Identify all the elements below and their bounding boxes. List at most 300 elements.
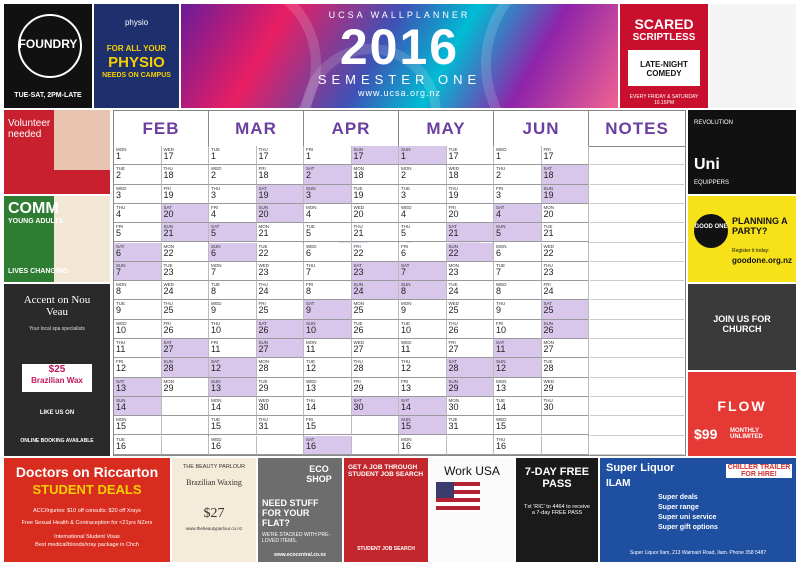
day-cell[interactable]	[162, 223, 210, 242]
day-cell[interactable]	[162, 378, 210, 397]
day-name: MON	[116, 282, 127, 288]
day-cell[interactable]	[257, 397, 305, 416]
day-number: 22	[448, 247, 459, 258]
accent-like: LIKE US ON	[39, 410, 75, 416]
day-cell[interactable]	[447, 397, 495, 416]
day-name: TUE	[401, 185, 410, 191]
day-cell[interactable]	[209, 146, 257, 165]
ad-flow[interactable]	[688, 372, 796, 456]
month-column-apr	[304, 111, 399, 455]
day-number: 28	[353, 363, 364, 374]
day-cell[interactable]	[304, 378, 352, 397]
day-cell[interactable]	[114, 378, 162, 397]
day-name: TUE	[496, 397, 505, 403]
day-cell[interactable]	[352, 339, 400, 358]
day-cell[interactable]	[257, 204, 305, 223]
day-cell[interactable]	[447, 436, 495, 455]
day-cell[interactable]	[304, 358, 352, 377]
day-number: 30	[448, 401, 459, 412]
day-cell[interactable]	[399, 320, 447, 339]
ad-volunteer[interactable]	[4, 110, 110, 194]
day-cell[interactable]	[162, 339, 210, 358]
day-cell[interactable]	[304, 281, 352, 300]
day-name: FRI	[306, 417, 314, 423]
day-cell[interactable]	[304, 397, 352, 416]
day-cell[interactable]	[447, 146, 495, 165]
day-cell[interactable]	[542, 281, 590, 300]
day-number: 11	[116, 344, 126, 354]
day-cell[interactable]	[352, 300, 400, 319]
day-name: FRI	[211, 340, 219, 345]
day-cell[interactable]	[304, 300, 352, 319]
day-number: 13	[306, 382, 317, 393]
day-cell[interactable]	[162, 281, 210, 300]
day-cell[interactable]	[447, 378, 495, 397]
day-cell[interactable]	[209, 378, 257, 397]
day-cell[interactable]	[162, 397, 210, 416]
notes-line	[590, 396, 684, 397]
day-name: THU	[258, 282, 268, 288]
day-cell[interactable]	[304, 223, 352, 242]
month-column-jun	[494, 111, 589, 455]
ad-scared-info-panel	[710, 4, 796, 108]
day-number: 6	[211, 247, 217, 258]
day-cell[interactable]	[399, 262, 447, 281]
superliquor-banner: CHILLER TRAILER FOR HIRE!	[727, 464, 791, 478]
day-cell[interactable]	[352, 185, 400, 204]
day-cell[interactable]	[162, 320, 210, 339]
day-cell[interactable]	[209, 204, 257, 223]
day-number: 17	[163, 151, 174, 161]
ad-physio[interactable]	[94, 4, 179, 108]
day-cell[interactable]	[209, 416, 257, 435]
day-cell[interactable]	[257, 223, 305, 242]
day-name: WED	[401, 340, 412, 345]
day-cell[interactable]	[209, 185, 257, 204]
day-cell[interactable]	[352, 320, 400, 339]
day-cell[interactable]	[209, 300, 257, 319]
day-number: 15	[211, 421, 222, 432]
day-number: 15	[496, 421, 507, 432]
day-cell[interactable]	[494, 416, 542, 435]
day-cell[interactable]	[209, 262, 257, 281]
day-cell[interactable]	[114, 320, 162, 339]
ad-doctors-riccarton[interactable]	[4, 458, 170, 562]
day-name: SAT	[448, 224, 457, 230]
day-name: MON	[496, 378, 507, 384]
day-cell[interactable]	[257, 320, 305, 339]
ad-accent-nou-veau[interactable]	[4, 284, 110, 456]
day-cell[interactable]	[542, 204, 590, 223]
day-cell[interactable]	[542, 185, 590, 204]
day-cell[interactable]	[162, 146, 210, 165]
day-cell[interactable]	[494, 358, 542, 377]
day-cell[interactable]	[542, 339, 590, 358]
day-cell[interactable]	[162, 436, 210, 455]
ad-church[interactable]	[688, 284, 796, 370]
day-cell[interactable]	[162, 185, 210, 204]
comm-sub: YOUNG ADULTS	[8, 218, 64, 225]
day-cell[interactable]	[447, 243, 495, 262]
day-cell[interactable]	[257, 339, 305, 358]
day-number: 18	[448, 170, 459, 181]
day-number: 5	[116, 228, 122, 239]
day-name: SUN	[353, 147, 364, 152]
day-cell[interactable]	[257, 358, 305, 377]
day-cell[interactable]	[447, 358, 495, 377]
day-cell[interactable]	[494, 262, 542, 281]
header-subtitle: SEMESTER ONE	[317, 72, 482, 87]
day-name: SUN	[116, 262, 126, 268]
day-name: THU	[543, 397, 553, 403]
day-name: THU	[543, 262, 553, 268]
day-cell[interactable]	[399, 204, 447, 223]
day-name: THU	[496, 301, 506, 307]
day-cell[interactable]	[209, 358, 257, 377]
day-number: 2	[306, 170, 312, 181]
foundry-hours: TUE-SAT, 2PM-LATE	[14, 92, 82, 99]
day-cell[interactable]	[257, 262, 305, 281]
comm-footer: LIVES CHANGING	[8, 268, 69, 275]
day-name: SUN	[496, 224, 506, 230]
day-cell[interactable]	[494, 436, 542, 455]
day-number: 4	[401, 208, 407, 219]
day-cell[interactable]	[352, 358, 400, 377]
day-cell[interactable]	[494, 300, 542, 319]
day-cell[interactable]	[114, 339, 162, 358]
day-cell[interactable]	[352, 165, 400, 184]
day-cell[interactable]	[114, 416, 162, 435]
day-cell[interactable]	[494, 339, 542, 358]
day-cell[interactable]	[352, 146, 400, 165]
day-cell[interactable]	[447, 339, 495, 358]
day-cell[interactable]	[542, 397, 590, 416]
day-cell[interactable]	[399, 223, 447, 242]
day-number: 16	[401, 440, 412, 451]
day-number: 27	[163, 344, 174, 354]
day-cell[interactable]	[399, 339, 447, 358]
ad-7day-free-pass[interactable]	[516, 458, 598, 562]
day-name: SAT	[353, 262, 362, 268]
day-cell[interactable]	[209, 223, 257, 242]
day-cell[interactable]	[304, 339, 352, 358]
day-name: SAT	[163, 204, 172, 210]
accent-offer-price: $25	[48, 364, 66, 375]
day-cell[interactable]	[447, 281, 495, 300]
day-cell[interactable]	[209, 281, 257, 300]
day-cell[interactable]	[352, 281, 400, 300]
day-cell[interactable]	[447, 204, 495, 223]
day-cell[interactable]	[352, 397, 400, 416]
superliquor-item-2: Super range	[658, 504, 699, 511]
goodone-url[interactable]: goodone.org.nz	[732, 256, 792, 265]
day-number: 26	[448, 324, 459, 335]
day-number: 14	[496, 401, 507, 412]
day-name: TUE	[116, 166, 125, 172]
day-name: FRI	[543, 147, 551, 152]
day-cell[interactable]	[257, 243, 305, 262]
day-cell[interactable]	[399, 397, 447, 416]
day-cell[interactable]	[257, 146, 305, 165]
day-number: 17	[258, 151, 269, 161]
day-name: SUN	[401, 282, 411, 288]
day-cell[interactable]	[542, 358, 590, 377]
jobsearch-title: GET A JOB THROUGH STUDENT JOB SEARCH	[348, 464, 424, 478]
day-name: MON	[116, 417, 127, 423]
day-number: 6	[306, 247, 312, 258]
day-cell[interactable]	[494, 378, 542, 397]
day-cell[interactable]	[542, 243, 590, 262]
day-name: SUN	[211, 243, 221, 249]
day-number: 30	[258, 401, 269, 412]
day-cell[interactable]	[352, 262, 400, 281]
day-name: SAT	[543, 166, 552, 172]
day-cell[interactable]	[257, 300, 305, 319]
day-number: 8	[496, 286, 502, 297]
day-cell[interactable]	[494, 165, 542, 184]
day-name: TUE	[353, 320, 363, 326]
day-name: TUE	[448, 147, 458, 152]
day-name: MON	[211, 397, 222, 403]
day-cell[interactable]	[114, 358, 162, 377]
day-name: WED	[211, 436, 222, 442]
day-cell[interactable]	[257, 436, 305, 455]
ad-student-job-search[interactable]	[344, 458, 428, 562]
day-cell[interactable]	[114, 165, 162, 184]
day-number: 10	[496, 324, 507, 335]
day-name: FRI	[353, 243, 361, 249]
day-cell[interactable]	[162, 243, 210, 262]
day-cell[interactable]	[399, 185, 447, 204]
day-name: TUE	[211, 417, 220, 423]
day-cell[interactable]	[114, 223, 162, 242]
day-name: SAT	[353, 397, 362, 403]
day-number: 6	[496, 247, 502, 258]
day-name: SUN	[448, 378, 459, 384]
day-number: 1	[116, 151, 122, 161]
day-name: SAT	[401, 262, 410, 268]
ad-foundry[interactable]	[4, 4, 92, 108]
day-cell[interactable]	[114, 300, 162, 319]
day-cell[interactable]	[257, 185, 305, 204]
revolution-title: REVOLUTION	[694, 120, 734, 126]
day-cell[interactable]	[209, 243, 257, 262]
day-cell[interactable]	[209, 397, 257, 416]
day-name: WED	[353, 204, 364, 210]
day-cell[interactable]	[399, 146, 447, 165]
day-cell[interactable]	[304, 185, 352, 204]
day-cell[interactable]	[304, 416, 352, 435]
day-number: 22	[353, 247, 364, 258]
day-number: 16	[496, 440, 507, 451]
day-cell[interactable]	[494, 243, 542, 262]
physio-line3: NEEDS ON CAMPUS	[102, 72, 171, 79]
day-number: 17	[353, 151, 364, 161]
day-name: SUN	[543, 320, 554, 326]
day-cell[interactable]	[352, 243, 400, 262]
notes-line	[590, 203, 684, 204]
ad-super-liquor[interactable]	[600, 458, 796, 562]
day-cell[interactable]	[494, 185, 542, 204]
ad-revolution[interactable]	[688, 110, 796, 194]
day-cell[interactable]	[114, 436, 162, 455]
superliquor-item-3: Super uni service	[658, 514, 717, 521]
day-cell[interactable]	[352, 223, 400, 242]
day-name: MON	[353, 301, 364, 307]
day-cell[interactable]	[304, 165, 352, 184]
day-name: SAT	[306, 436, 315, 442]
day-number: 20	[258, 208, 269, 219]
day-cell[interactable]	[494, 281, 542, 300]
day-cell[interactable]	[304, 146, 352, 165]
day-cell[interactable]	[209, 339, 257, 358]
day-number: 15	[306, 421, 317, 432]
day-name: SAT	[306, 301, 315, 307]
day-cell[interactable]	[447, 416, 495, 435]
day-cell[interactable]	[352, 378, 400, 397]
day-cell[interactable]	[447, 223, 495, 242]
doctors-line2: Free Sexual Health & Contraception for <21yrs NZers	[21, 520, 153, 526]
day-cell[interactable]	[447, 300, 495, 319]
day-cell[interactable]	[304, 243, 352, 262]
day-name: WED	[401, 204, 412, 210]
day-cell[interactable]	[542, 223, 590, 242]
day-cell[interactable]	[352, 204, 400, 223]
day-cell[interactable]	[352, 436, 400, 455]
day-cell[interactable]	[399, 165, 447, 184]
day-cell[interactable]	[399, 378, 447, 397]
day-cell[interactable]	[542, 320, 590, 339]
day-cell[interactable]	[399, 436, 447, 455]
day-cell[interactable]	[542, 146, 590, 165]
day-cell[interactable]	[494, 223, 542, 242]
day-cell[interactable]	[209, 320, 257, 339]
day-cell[interactable]	[162, 358, 210, 377]
header-title: UCSA WALLPLANNER	[328, 10, 471, 20]
day-name: MON	[401, 301, 412, 307]
day-cell[interactable]	[162, 262, 210, 281]
day-number: 29	[543, 382, 554, 393]
ad-scared-scriptless[interactable]	[620, 4, 708, 108]
ad-work-usa[interactable]	[430, 458, 514, 562]
day-cell[interactable]	[399, 300, 447, 319]
notes-line	[590, 222, 684, 223]
day-cell[interactable]	[447, 262, 495, 281]
day-number: 31	[258, 421, 269, 432]
day-name: SUN	[116, 397, 126, 403]
day-cell[interactable]	[494, 397, 542, 416]
day-cell[interactable]	[114, 397, 162, 416]
day-number: 29	[353, 382, 364, 393]
day-cell[interactable]	[162, 416, 210, 435]
day-cell[interactable]	[209, 436, 257, 455]
day-number: 9	[116, 305, 122, 316]
day-cell[interactable]	[542, 262, 590, 281]
ad-comm[interactable]	[4, 196, 110, 282]
day-cell[interactable]	[114, 204, 162, 223]
day-cell[interactable]	[399, 358, 447, 377]
day-number: 26	[258, 324, 269, 335]
day-cell[interactable]	[399, 416, 447, 435]
day-name: WED	[258, 262, 269, 268]
day-cell[interactable]	[257, 378, 305, 397]
day-number: 24	[448, 286, 459, 297]
day-name: WED	[211, 166, 222, 172]
physio-line2: PHYSIO	[108, 54, 165, 71]
day-cell[interactable]	[352, 416, 400, 435]
day-cell[interactable]	[114, 243, 162, 262]
day-cell[interactable]	[162, 165, 210, 184]
day-cell[interactable]	[209, 165, 257, 184]
day-cell[interactable]	[162, 300, 210, 319]
day-cell[interactable]	[114, 262, 162, 281]
day-cell[interactable]	[162, 204, 210, 223]
day-number: 1	[401, 151, 407, 161]
ad-beauty-parlour[interactable]	[172, 458, 256, 562]
notes-line	[590, 319, 684, 320]
day-cell[interactable]	[447, 165, 495, 184]
day-cell[interactable]	[304, 204, 352, 223]
day-cell[interactable]	[304, 320, 352, 339]
flow-price-label: MONTHLY UNLIMITED	[730, 428, 763, 440]
ad-eco-shop[interactable]	[258, 458, 342, 562]
day-cell[interactable]	[257, 165, 305, 184]
day-cell[interactable]	[447, 320, 495, 339]
day-cell[interactable]	[114, 146, 162, 165]
day-name: THU	[163, 301, 173, 307]
workusa-title: Work USA	[444, 464, 500, 478]
day-number: 2	[116, 170, 122, 181]
day-number: 23	[163, 266, 174, 277]
day-name: WED	[543, 378, 554, 384]
day-cell[interactable]	[494, 320, 542, 339]
day-number: 12	[401, 363, 412, 374]
day-number: 20	[163, 208, 174, 219]
freepass-title: 7-DAY FREE PASS	[524, 466, 590, 490]
day-name: TUE	[543, 359, 553, 365]
day-name: FRI	[258, 301, 266, 307]
ad-good-one[interactable]	[688, 196, 796, 282]
day-cell[interactable]	[494, 204, 542, 223]
header-url[interactable]: www.ucsa.org.nz	[357, 88, 442, 98]
eco-url[interactable]: www.ecocentral.co.nz	[273, 552, 327, 558]
day-number: 18	[543, 170, 554, 181]
day-name: TUE	[353, 185, 363, 191]
day-cell[interactable]	[304, 262, 352, 281]
day-cell[interactable]	[114, 185, 162, 204]
day-cell[interactable]	[447, 185, 495, 204]
day-number: 12	[211, 363, 222, 374]
day-cell[interactable]	[114, 281, 162, 300]
day-cell[interactable]	[257, 281, 305, 300]
beauty-url[interactable]: www.thebeautyparlour.co.nz	[185, 526, 243, 531]
day-cell[interactable]	[257, 416, 305, 435]
day-number: 28	[258, 363, 269, 374]
day-number: 18	[258, 170, 269, 181]
day-name: THU	[496, 436, 506, 442]
day-cell[interactable]	[542, 416, 590, 435]
day-cell[interactable]	[304, 436, 352, 455]
day-cell[interactable]	[399, 281, 447, 300]
day-cell[interactable]	[494, 146, 542, 165]
day-cell[interactable]	[542, 436, 590, 455]
day-cell[interactable]	[542, 165, 590, 184]
day-cell[interactable]	[542, 300, 590, 319]
day-name: WED	[496, 282, 507, 288]
day-cell[interactable]	[542, 378, 590, 397]
day-cell[interactable]	[399, 243, 447, 262]
month-column-feb	[114, 111, 209, 455]
